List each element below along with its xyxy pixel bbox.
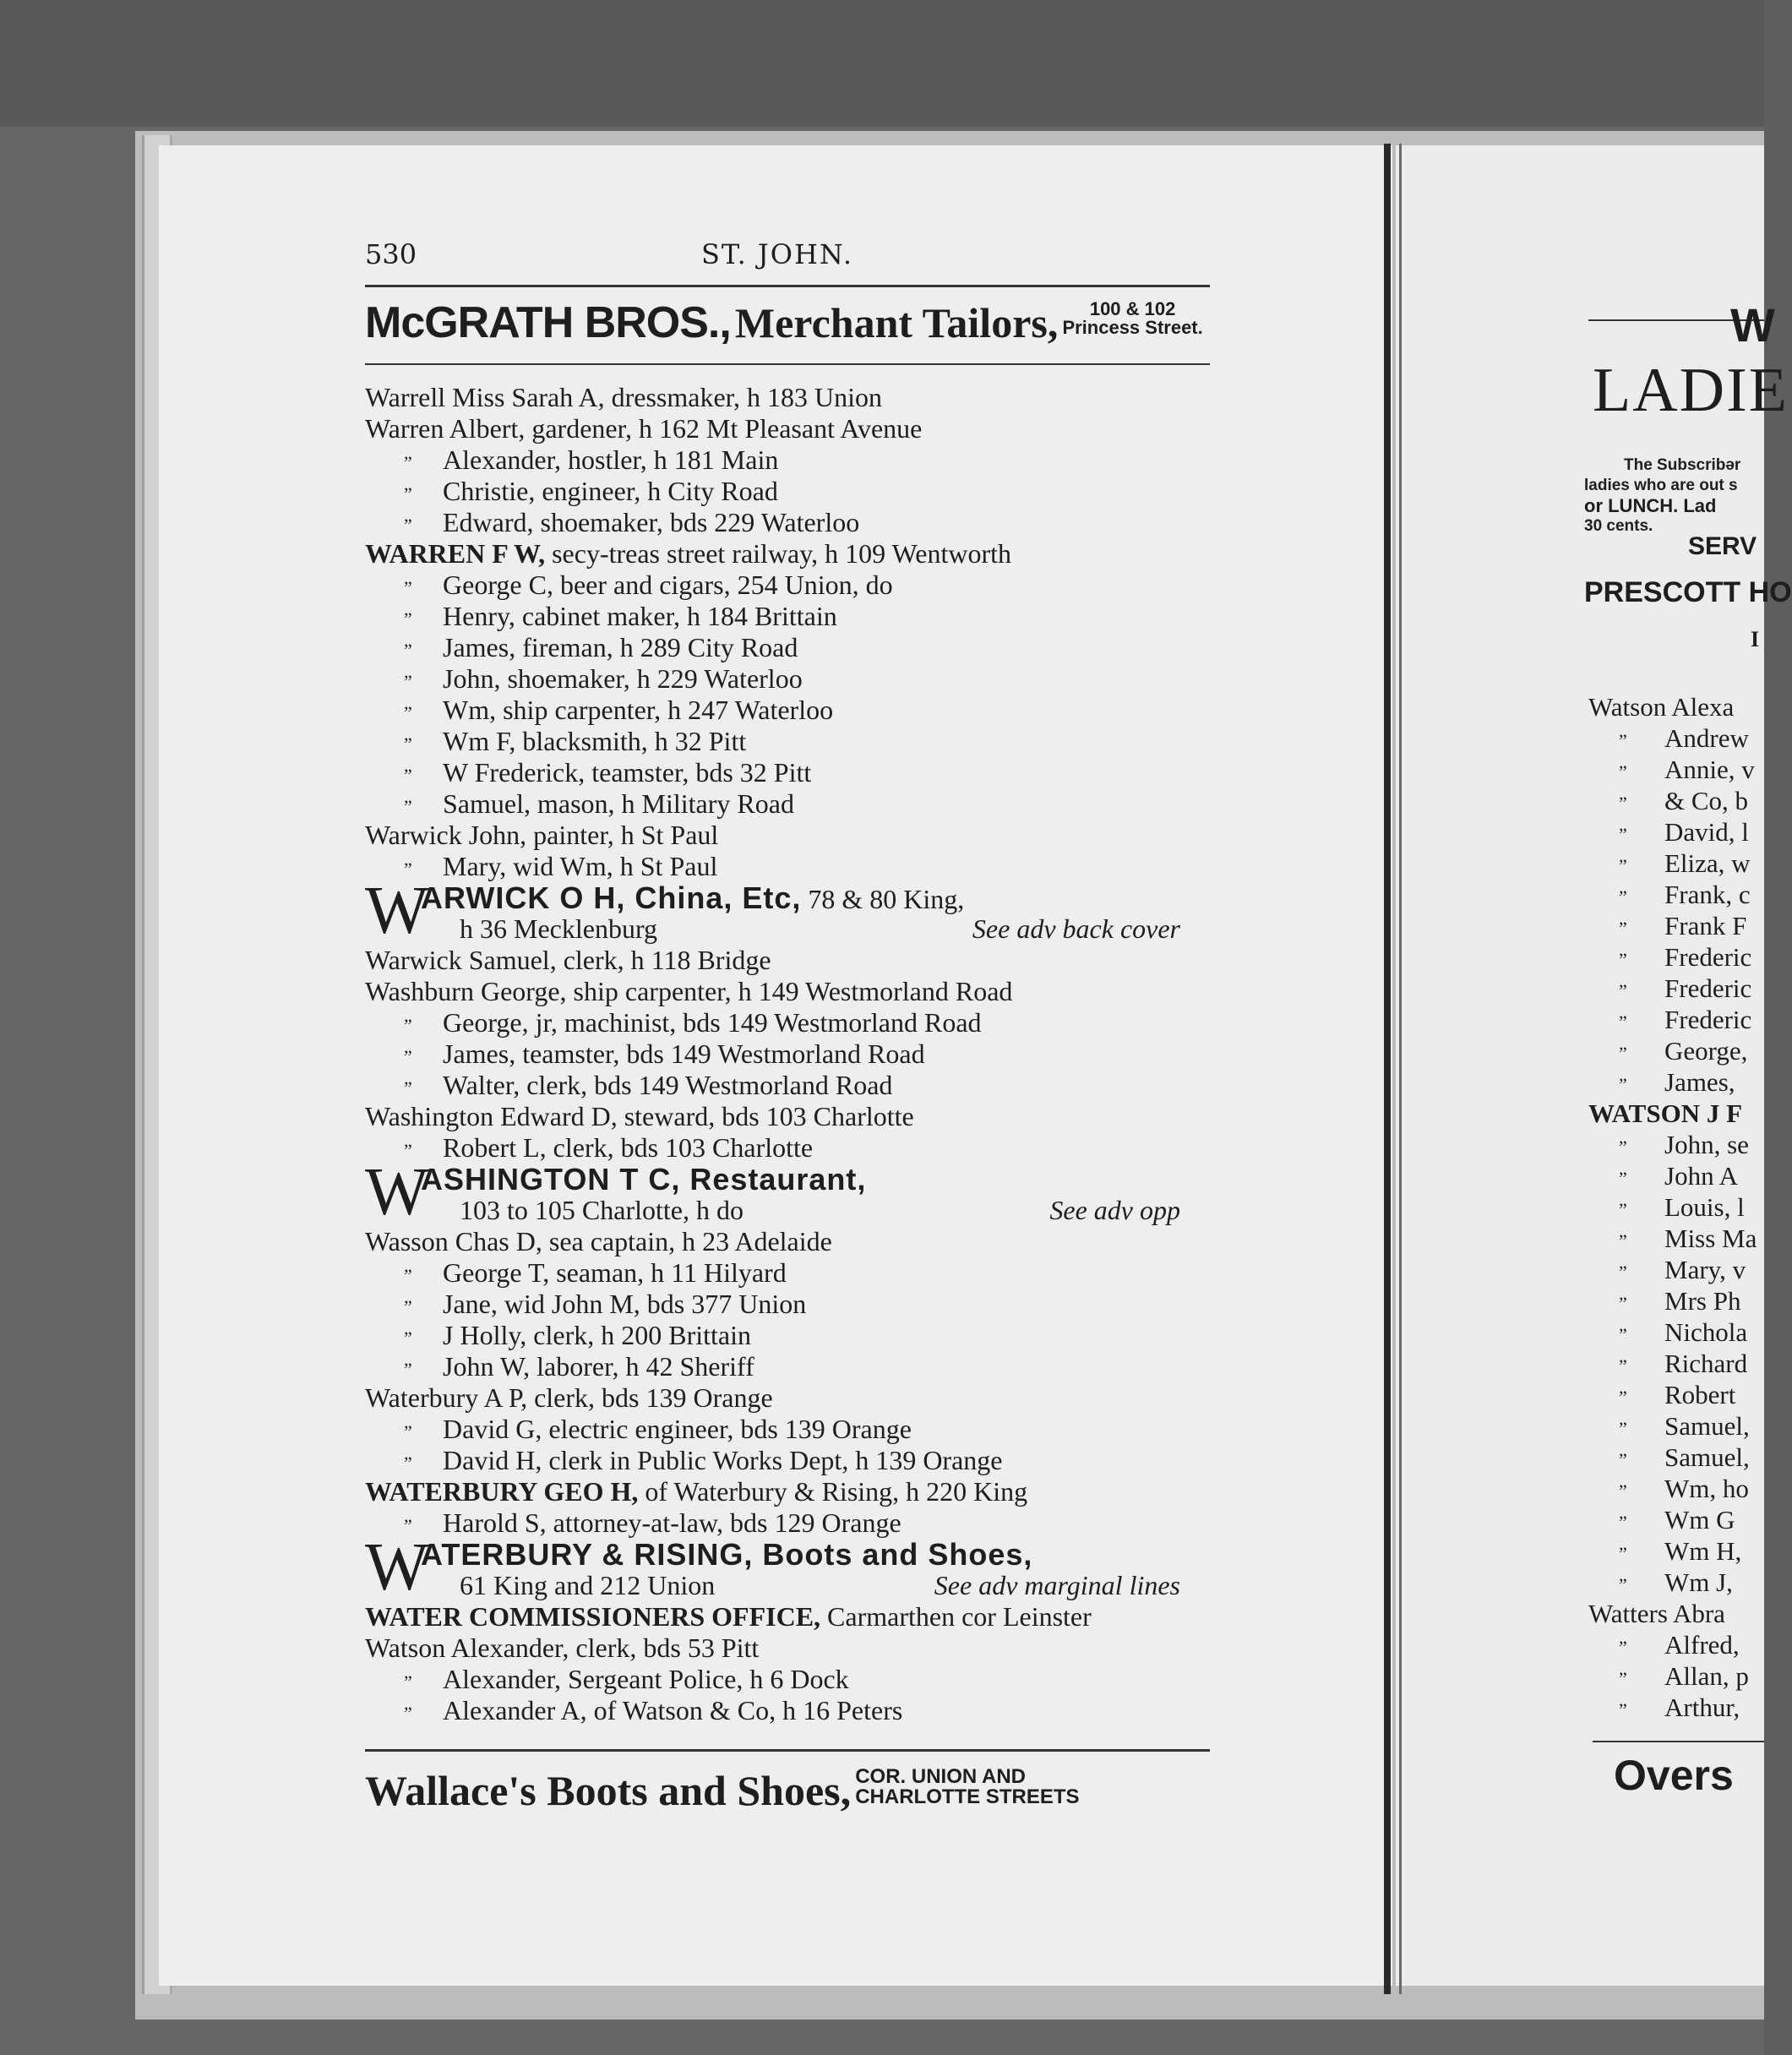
drop-initial: W bbox=[365, 1530, 429, 1605]
right-sub-entry: ” George, bbox=[1588, 1035, 1757, 1066]
bottom-advertisement bbox=[365, 1766, 1080, 1815]
right-sub-entry: ” Frederic bbox=[1588, 973, 1757, 1004]
sub-entry: ” J Holly, clerk, h 200 Brittain bbox=[365, 1320, 1218, 1351]
entry-detail: Carmarthen cor Leinster bbox=[820, 1601, 1092, 1632]
right-sub-entry: ” Samuel, bbox=[1588, 1442, 1757, 1473]
right-sub-entry: ” James, bbox=[1588, 1066, 1757, 1098]
display-entry-title: ASHINGTON T C, Restaurant, bbox=[421, 1162, 867, 1196]
right-sub-entry: ” Nichola bbox=[1588, 1316, 1757, 1348]
sub-entry: ” Alexander A, of Watson & Co, h 16 Peters bbox=[365, 1695, 1218, 1726]
right-sub-entry: ” Frederic bbox=[1588, 1004, 1757, 1035]
sub-entry: ” Edward, shoemaker, bds 229 Waterloo bbox=[365, 507, 1218, 538]
directory-entry: Watson Alexander, clerk, bds 53 Pitt bbox=[365, 1633, 760, 1663]
sub-entry: ” John W, laborer, h 42 Sheriff bbox=[365, 1351, 1218, 1382]
see-advertisement-note: See adv opp bbox=[1049, 1195, 1180, 1225]
sub-entry: ” David G, electric engineer, bds 139 Orange bbox=[365, 1414, 1218, 1445]
right-directory-listing bbox=[1588, 691, 1757, 1723]
sub-entry: ” John, shoemaker, h 229 Waterloo bbox=[365, 663, 1218, 695]
directory-entry: Warwick Samuel, clerk, h 118 Bridge bbox=[365, 945, 771, 975]
sub-entry: ” Wm F, blacksmith, h 32 Pitt bbox=[365, 726, 1218, 757]
book-gutter-shadow bbox=[1399, 144, 1402, 1994]
sub-entry: ” Walter, clerk, bds 149 Westmorland Road bbox=[365, 1070, 1218, 1101]
right-ad-w: W bbox=[1730, 298, 1775, 352]
sub-entry: ” Alexander, hostler, h 181 Main bbox=[365, 444, 1218, 476]
sub-entry: ” George C, beer and cigars, 254 Union, do bbox=[365, 570, 1218, 601]
display-entry bbox=[365, 1155, 1218, 1229]
display-entry-name bbox=[421, 882, 964, 913]
see-advertisement-note: See adv back cover bbox=[972, 913, 1180, 944]
display-entry-name bbox=[421, 1539, 1032, 1570]
directory-entry bbox=[365, 1601, 1218, 1633]
sub-entry: ” Harold S, attorney-at-law, bds 129 Orange bbox=[365, 1507, 1218, 1539]
display-entry-title: ATERBURY & RISING, Boots and Shoes, bbox=[421, 1537, 1033, 1572]
right-ad-serv: SERV bbox=[1688, 532, 1757, 560]
right-sub-entry: ” & Co, b bbox=[1588, 785, 1757, 816]
display-entry-name bbox=[421, 1164, 866, 1195]
sub-entry: ” Jane, wid John M, bds 377 Union bbox=[365, 1289, 1218, 1320]
right-sub-entry: ” Frank F bbox=[1588, 910, 1757, 941]
entry-detail: secy-treas street railway, h 109 Wentworth bbox=[545, 538, 1011, 569]
running-head: ST. JOHN. bbox=[701, 238, 853, 270]
bottom-ad-corner-line1: COR. UNION AND bbox=[855, 1765, 1026, 1788]
right-sub-entry: ” Annie, v bbox=[1588, 754, 1757, 785]
sub-entry: ” James, teamster, bds 149 Westmorland Road bbox=[365, 1038, 1218, 1070]
directory-entry: Washburn George, ship carpenter, h 149 Westmorland Road bbox=[365, 976, 1013, 1006]
ad-trade: Merchant Tailors, bbox=[734, 299, 1059, 346]
right-directory-entry: Watters Abra bbox=[1588, 1599, 1725, 1628]
right-sub-entry: ” Wm G bbox=[1588, 1504, 1757, 1535]
ad-address-line1: 100 & 102 bbox=[1089, 298, 1176, 319]
sub-entry: ” W Frederick, teamster, bds 32 Pitt bbox=[365, 757, 1218, 788]
right-sub-entry: ” Wm J, bbox=[1588, 1567, 1757, 1598]
right-ad-line4: 30 cents. bbox=[1584, 517, 1653, 535]
sub-entry: ” George, jr, machinist, bds 149 Westmorland Road bbox=[365, 1007, 1218, 1038]
entry-bold-name: WATER COMMISSIONERS OFFICE, bbox=[365, 1601, 821, 1632]
sub-entry: ” James, fireman, h 289 City Road bbox=[365, 632, 1218, 663]
display-entry bbox=[365, 1530, 1218, 1605]
display-entry-address: 78 & 80 King, bbox=[801, 884, 965, 914]
right-sub-entry: ” Frank, c bbox=[1588, 879, 1757, 910]
display-entry-title: ARWICK O H, China, Etc, bbox=[421, 880, 802, 915]
sub-entry: ” Wm, ship carpenter, h 247 Waterloo bbox=[365, 695, 1218, 726]
display-entry-line2: 61 King and 212 Union bbox=[460, 1570, 716, 1600]
directory-listing bbox=[365, 382, 1218, 1726]
right-ad-line2: ladies who are out s bbox=[1584, 477, 1738, 494]
ad-firm-name: McGRATH BROS., bbox=[365, 298, 731, 347]
right-sub-entry: ” Wm, ho bbox=[1588, 1473, 1757, 1504]
right-sub-entry: ” Samuel, bbox=[1588, 1410, 1757, 1442]
right-sub-entry: ” David, l bbox=[1588, 816, 1757, 848]
right-ad-prescott: PRESCOTT HO bbox=[1584, 576, 1792, 608]
ad-address-line2: Princess Street. bbox=[1062, 317, 1203, 338]
right-sub-entry: ” Mary, v bbox=[1588, 1254, 1757, 1285]
sub-entry: ” Christie, engineer, h City Road bbox=[365, 476, 1218, 507]
sub-entry: ” Samuel, mason, h Military Road bbox=[365, 788, 1218, 820]
right-sub-entry: ” Wm H, bbox=[1588, 1535, 1757, 1567]
right-sub-entry: ” Mrs Ph bbox=[1588, 1285, 1757, 1316]
right-ad-line1: The Subscribər bbox=[1624, 456, 1741, 474]
directory-entry: Warren Albert, gardener, h 162 Mt Pleasant Avenue bbox=[365, 413, 923, 444]
bottom-ad-corner bbox=[855, 1767, 1079, 1807]
sub-entry: ” Robert L, clerk, bds 103 Charlotte bbox=[365, 1132, 1218, 1164]
right-sub-entry: ” Allan, p bbox=[1588, 1660, 1757, 1692]
directory-entry: Warwick John, painter, h St Paul bbox=[365, 820, 719, 850]
right-sub-entry: ” John A bbox=[1588, 1160, 1757, 1191]
right-sub-entry: ” Robert bbox=[1588, 1379, 1757, 1410]
right-footer-rule bbox=[1593, 1741, 1764, 1742]
ad-address bbox=[1062, 300, 1202, 337]
sub-entry: ” Alexander, Sergeant Police, h 6 Dock bbox=[365, 1664, 1218, 1695]
right-sub-entry: ” Richard bbox=[1588, 1348, 1757, 1379]
bottom-ad-text: Wallace's Boots and Shoes, bbox=[365, 1767, 852, 1814]
display-entry-line2: h 36 Mecklenburg bbox=[460, 913, 658, 944]
sub-entry: ” Henry, cabinet maker, h 184 Brittain bbox=[365, 601, 1218, 632]
right-sub-entry: ” Alfred, bbox=[1588, 1629, 1757, 1660]
right-footer-text: Overs bbox=[1614, 1752, 1734, 1799]
entry-detail: of Waterbury & Rising, h 220 King bbox=[638, 1476, 1028, 1507]
page-number: 530 bbox=[365, 238, 417, 270]
footer-rule bbox=[365, 1749, 1210, 1752]
sub-entry: ” George T, seaman, h 11 Hilyard bbox=[365, 1257, 1218, 1289]
drop-initial: W bbox=[365, 874, 429, 948]
directory-entry: Waterbury A P, clerk, bds 139 Orange bbox=[365, 1382, 773, 1413]
entry-bold-name: WARREN F W, bbox=[365, 538, 546, 569]
right-sub-entry: ” Frederic bbox=[1588, 941, 1757, 973]
right-ad-ladies: LADIE bbox=[1593, 356, 1789, 425]
entry-bold-name: WATERBURY GEO H, bbox=[365, 1476, 639, 1507]
right-ad-i: I bbox=[1751, 627, 1760, 651]
right-sub-entry: ” Miss Ma bbox=[1588, 1223, 1757, 1254]
directory-entry: Wasson Chas D, sea captain, h 23 Adelaide bbox=[365, 1226, 832, 1256]
sub-entry: ” Mary, wid Wm, h St Paul bbox=[365, 851, 1218, 882]
book-gutter bbox=[1384, 144, 1391, 1994]
right-sub-entry: ” Andrew bbox=[1588, 722, 1757, 754]
see-advertisement-note: See adv marginal lines bbox=[934, 1570, 1180, 1600]
display-entry bbox=[365, 874, 1218, 948]
directory-entry: Warrell Miss Sarah A, dressmaker, h 183 Union bbox=[365, 382, 883, 412]
right-sub-entry: ” John, se bbox=[1588, 1129, 1757, 1160]
sub-entry: ” David H, clerk in Public Works Dept, h 139 Orange bbox=[365, 1445, 1218, 1476]
right-ad-line3: or LUNCH. Lad bbox=[1584, 495, 1717, 516]
right-directory-entry: Watson Alexa bbox=[1588, 692, 1735, 722]
right-sub-entry: ” Louis, l bbox=[1588, 1191, 1757, 1223]
bottom-ad-corner-line2: CHARLOTTE STREETS bbox=[855, 1785, 1080, 1808]
directory-entry: Washington Edward D, steward, bds 103 Charlotte bbox=[365, 1101, 914, 1131]
drop-initial: W bbox=[365, 1155, 429, 1229]
display-entry-line2: 103 to 105 Charlotte, h do bbox=[460, 1195, 743, 1225]
top-advertisement bbox=[365, 297, 1210, 348]
directory-entry bbox=[365, 1476, 1218, 1507]
directory-entry bbox=[365, 538, 1218, 570]
right-directory-entry: WATSON J F bbox=[1588, 1098, 1743, 1128]
ad-rule bbox=[365, 363, 1210, 365]
right-sub-entry: ” Eliza, w bbox=[1588, 848, 1757, 879]
header-rule bbox=[365, 285, 1210, 287]
right-sub-entry: ” Arthur, bbox=[1588, 1692, 1757, 1723]
scanner-shadow bbox=[0, 0, 1764, 127]
